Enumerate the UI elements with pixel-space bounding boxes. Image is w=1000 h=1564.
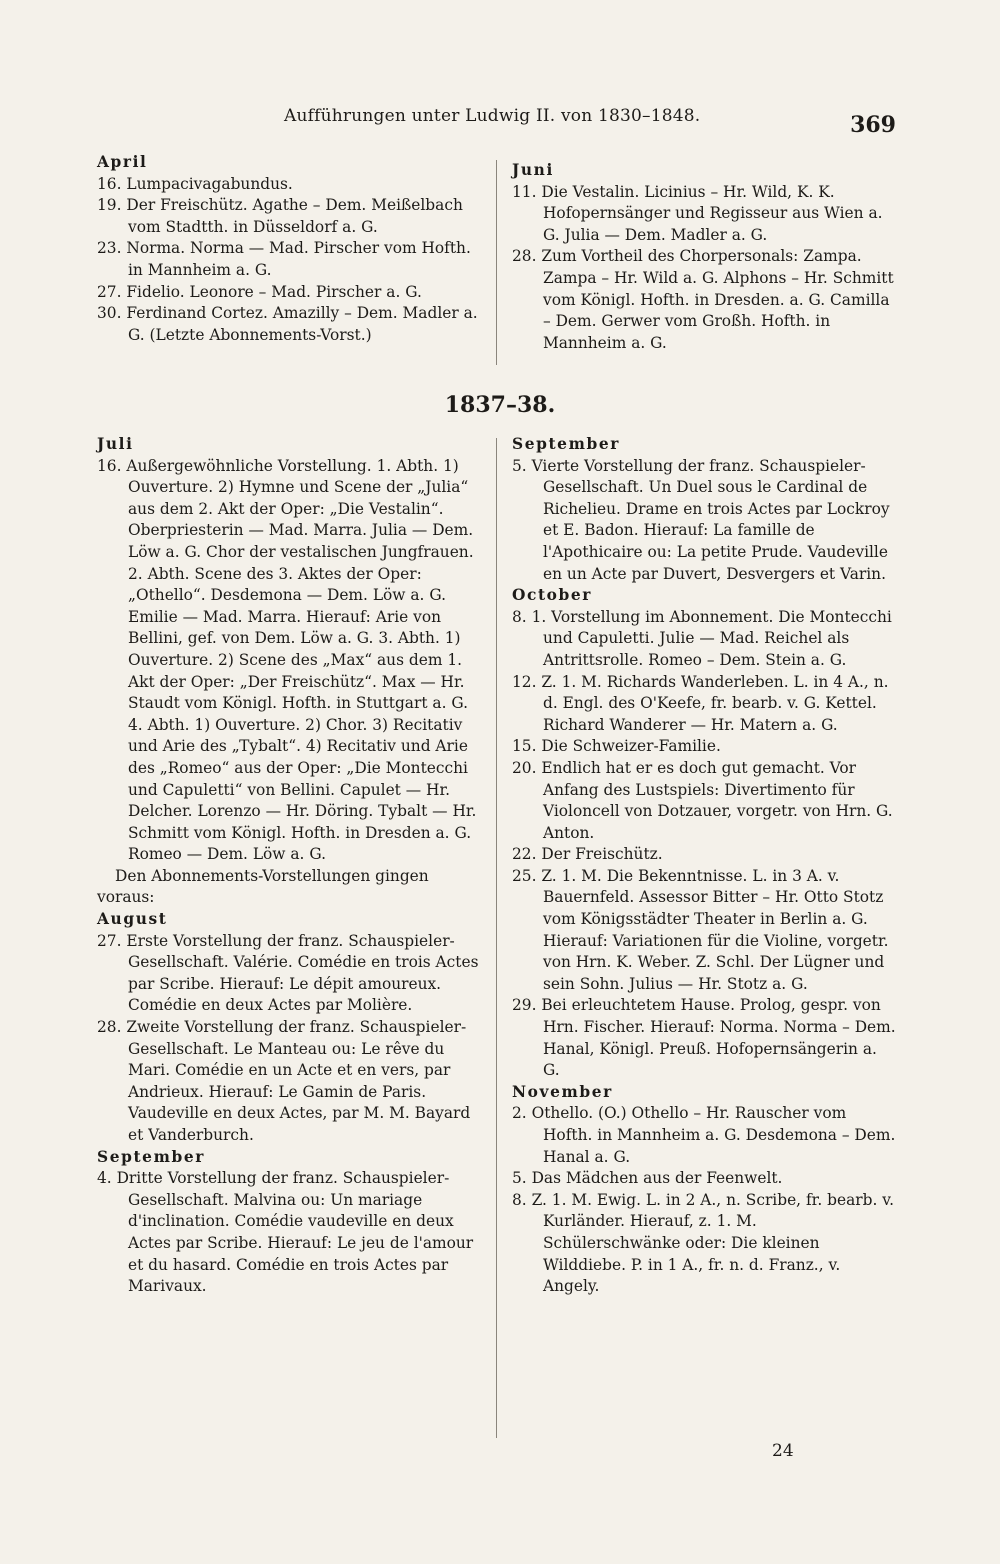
list-item: 19. Der Freischütz. Agathe – Dem. Meißelbach vom Stadtth. in Düsseldorf a. G. <box>97 196 463 236</box>
signature-mark: 24 <box>772 1441 794 1461</box>
list-item: 11. Die Vestalin. Licinius – Hr. Wild, K. K. Hofopernsänger und Regisseur aus Wien a. G. Julia — Dem. Madler a. G. <box>512 182 883 244</box>
top-left-column <box>97 152 487 346</box>
list-item: 15. Die Schweizer-Familie. <box>512 737 721 756</box>
list-item: 2. Othello. (O.) Othello – Hr. Rauscher vom Hofth. in Mannheim a. G. Desdemona – Dem. Hanal a. G. <box>512 1104 896 1166</box>
month-heading-september: September <box>512 435 620 453</box>
list-item: 30. Ferdinand Cortez. Amazilly – Dem. Madler a. G. (Letzte Abonnements-Vorst.) <box>97 304 478 344</box>
list-item: 8. Z. 1. M. Ewig. L. in 2 A., n. Scribe, fr. bearb. v. Kurländer. Hierauf, z. 1. M. Schülerschwänke oder: Die kleinen Wilddiebe. P. in 1 A., fr. n. d. Franz., v. Angely. <box>512 1190 894 1296</box>
note-text: Den Abonnements-Vorstellungen gingen voraus: <box>97 866 429 907</box>
list-item: 5. Vierte Vorstellung der franz. Schauspieler-Gesellschaft. Un Duel sous le Cardinal de Richelieu. Drame en trois Actes par Lockroy et E. Badon. Hierauf: La famille de l'Apothicaire ou: La petite Prude. Vaudeville en un Acte par Duvert, Desvergers et Varin. <box>512 456 890 583</box>
month-heading-juli: Juli <box>97 435 134 453</box>
list-item: 16. Lumpacivagabundus. <box>97 174 293 193</box>
list-item: 22. Der Freischütz. <box>512 845 663 864</box>
list-item: 23. Norma. Norma — Mad. Pirscher vom Hofth. in Mannheim a. G. <box>97 239 471 279</box>
list-item: 16. Außergewöhnliche Vorstellung. 1. Abth. 1) Ouverture. 2) Hymne und Scene der „Julia“ aus dem 2. Akt der Oper: „Die Vestalin“. Oberpriesterin — Mad. Marra. Julia — Dem. Löw a. G. Chor der vestalischen Jungfrauen. 2. Abth. Scene des 3. Aktes der Oper: „Othello“. Desdemona — Dem. Löw a. G. Emilie — Mad. Marra. Hierauf: Arie von Bellini, gef. von Dem. Löw a. G. 3. Abth. 1) Ouverture. 2) Scene des „Max“ aus dem 1. Akt der Oper: „Der Freischütz“. Max — Hr. Staudt vom Königl. Hofth. in Stuttgart a. G. 4. Abth. 1) Ouverture. 2) Chor. 3) Recitativ und Arie des „Tybalt“. 4) Recitativ und Arie des „Romeo“ aus der Oper: „Die Montecchi und Capuletti“ von Bellini. Capulet — Hr. Delcher. Lorenzo — Hr. Döring. Tybalt — Hr. Schmitt vom Königl. Hofth. in Dresden a. G. Romeo — Dem. Löw a. G. <box>97 456 477 864</box>
list-item: 4. Dritte Vorstellung der franz. Schauspieler-Gesellschaft. Malvina ou: Un mariage d'inclination. Comédie vaudeville en deux Actes par Scribe. Hierauf: Le jeu de l'amour et du hasard. Comédie en trois Actes par Marivaux. <box>97 1169 474 1296</box>
month-heading-april: April <box>97 153 148 171</box>
list-item: 12. Z. 1. M. Richards Wanderleben. L. in 4 A., n. d. Engl. des O'Keefe, fr. bearb. v. G. Kettel. Richard Wanderer — Hr. Matern a. G. <box>512 672 889 734</box>
list-item: 28. Zum Vortheil des Chorpersonals: Zampa. Zampa – Hr. Wild a. G. Alphons – Hr. Schmitt vom Königl. Hofth. in Dresden. a. G. Camilla – Dem. Gerwer vom Großh. Hofth. in Mannheim a. G. <box>512 247 894 352</box>
month-heading-november: November <box>512 1082 613 1101</box>
month-heading-october: October <box>512 586 593 605</box>
list-item: 28. Zweite Vorstellung der franz. Schauspieler-Gesellschaft. Le Manteau ou: Le rêve du Mari. Comédie en un Acte et en vers, par Andrieux. Hierauf: Le Gamin de Paris. Vaudeville en deux Actes, par M. M. Bayard et Vanderburch. <box>97 1018 471 1144</box>
page-number: 369 <box>850 112 896 138</box>
year-heading: 1837–38. <box>444 392 556 418</box>
running-title: Aufführungen unter Ludwig II. von 1830–1848. <box>284 106 701 126</box>
bottom-left-column <box>97 434 487 1298</box>
list-item: 25. Z. 1. M. Die Bekenntnisse. L. in 3 A. v. Bauernfeld. Assessor Bitter – Hr. Otto Stotz vom Königsstädter Theater in Berlin a. G. Hierauf: Variationen für die Violine, vorgetr. von Hrn. K. Weber. Z. Schl. Der Lügner und sein Sohn. Julius — Hr. Stotz a. G. <box>512 866 889 993</box>
bottom-right-column <box>512 434 897 1298</box>
month-heading-september: September <box>97 1147 205 1166</box>
list-item: 8. 1. Vorstellung im Abonnement. Die Montecchi und Capuletti. Julie — Mad. Reichel als Antrittsrolle. Romeo – Dem. Stein a. G. <box>512 607 892 669</box>
list-item: 27. Erste Vorstellung der franz. Schauspieler-Gesellschaft. Valérie. Comédie en trois Actes par Scribe. Hierauf: Le dépit amoureux. Comédie en deux Actes par Molière. <box>97 931 479 1015</box>
column-divider <box>496 160 497 365</box>
month-heading-juni: Juni <box>512 161 554 179</box>
month-heading-august: August <box>97 910 168 929</box>
list-item: 20. Endlich hat er es doch gut gemacht. Vor Anfang des Lustspiels: Divertimento für Violoncell von Dotzauer, vorgetr. von Hrn. G. Anton. <box>512 758 893 842</box>
list-item: 5. Das Mädchen aus der Feenwelt. <box>512 1169 783 1188</box>
list-item: 27. Fidelio. Leonore – Mad. Pirscher a. G. <box>97 282 422 301</box>
list-item: 29. Bei erleuchtetem Hause. Prolog, gespr. von Hrn. Fischer. Hierauf: Norma. Norma – Dem. Hanal, Königl. Preuß. Hofopernsängerin a. G. <box>512 996 896 1080</box>
column-divider <box>496 438 497 1438</box>
top-right-column <box>512 160 897 354</box>
